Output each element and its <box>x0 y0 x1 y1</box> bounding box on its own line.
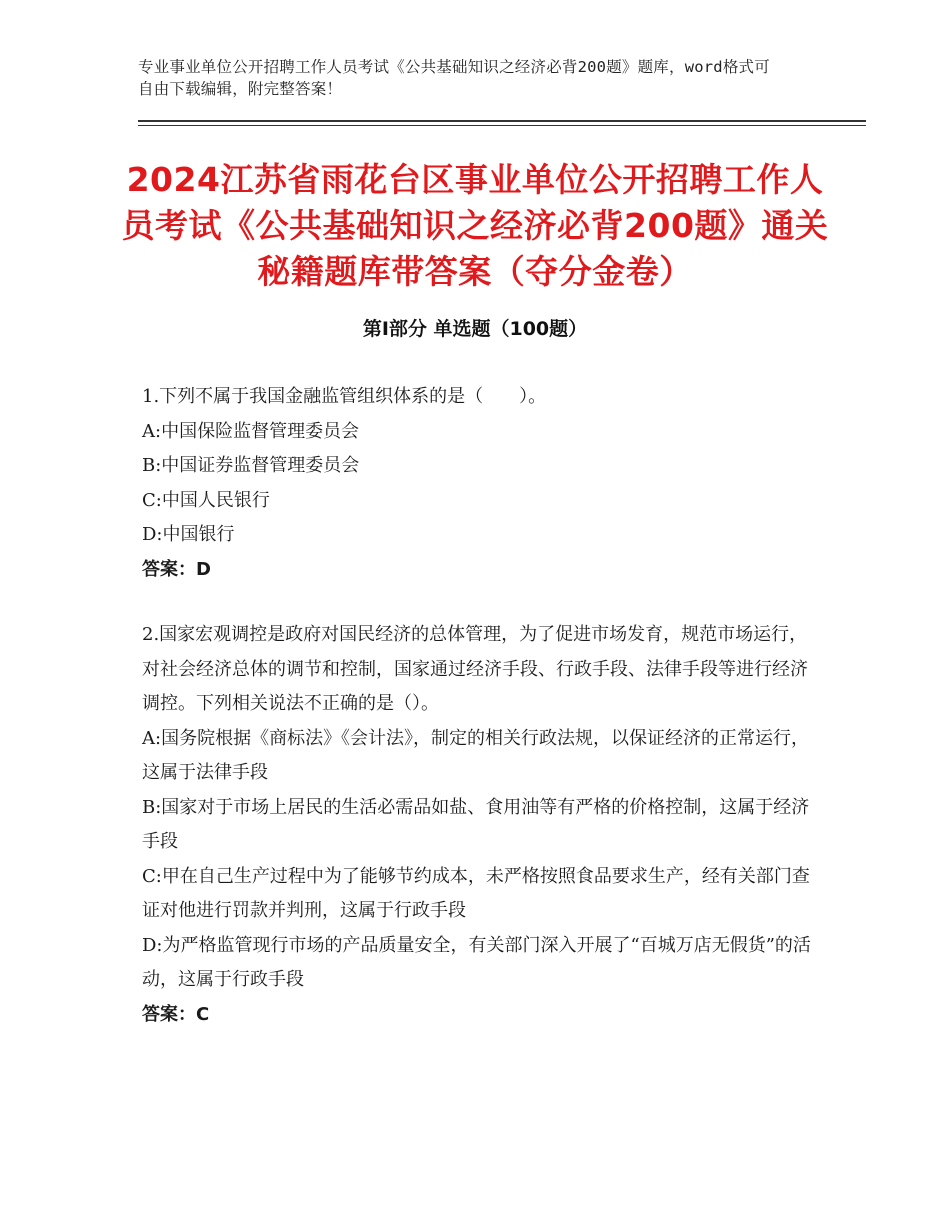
header-divider-thin <box>138 125 866 126</box>
header-note: 专业事业单位公开招聘工作人员考试《公共基础知识之经济必背200题》题库，word格式可自由下载编辑，附完整答案！ <box>138 58 770 98</box>
question-stem: 1.下列不属于我国金融监管组织体系的是（ ）。 <box>142 386 547 407</box>
question-2 <box>142 618 812 1032</box>
answer: 答案：C <box>142 1003 210 1025</box>
option-b: B:国家对于市场上居民的生活必需品如盐、食用油等有严格的价格控制，这属于经济手段 <box>142 796 810 852</box>
section-title: 第Ⅰ部分 单选题（100题） <box>362 318 588 340</box>
option-d: D:为严格监管现行市场的产品质量安全，有关部门深入开展了“百城万店无假货”的活动，这属于行政手段 <box>142 934 811 990</box>
option-a: A:国务院根据《商标法》《会计法》，制定的相关行政法规，以保证经济的正常运行，这属于法律手段 <box>142 727 810 783</box>
header-divider <box>138 120 866 122</box>
option-b: B:中国证券监督管理委员会 <box>142 455 360 476</box>
document-title: 2024江苏省雨花台区事业单位公开招聘工作人员考试《公共基础知识之经济必背200题》通关秘籍题库带答案（夺分金卷） <box>121 160 829 291</box>
option-c: C:甲在自己生产过程中为了能够节约成本，未严格按照食品要求生产，经有关部门查证对他进行罚款并判刑，这属于行政手段 <box>142 865 810 921</box>
question-stem: 2.国家宏观调控是政府对国民经济的总体管理，为了促进市场发育，规范市场运行，对社会经济总体的调节和控制，国家通过经济手段、行政手段、法律手段等进行经济调控。下列相关说法不正确的是（）。 <box>142 624 808 714</box>
option-c: C:中国人民银行 <box>142 489 270 511</box>
option-a: A:中国保险监督管理委员会 <box>142 420 360 442</box>
option-d: D:中国银行 <box>142 524 235 545</box>
answer: 答案：D <box>142 558 211 580</box>
question-1 <box>142 380 812 587</box>
